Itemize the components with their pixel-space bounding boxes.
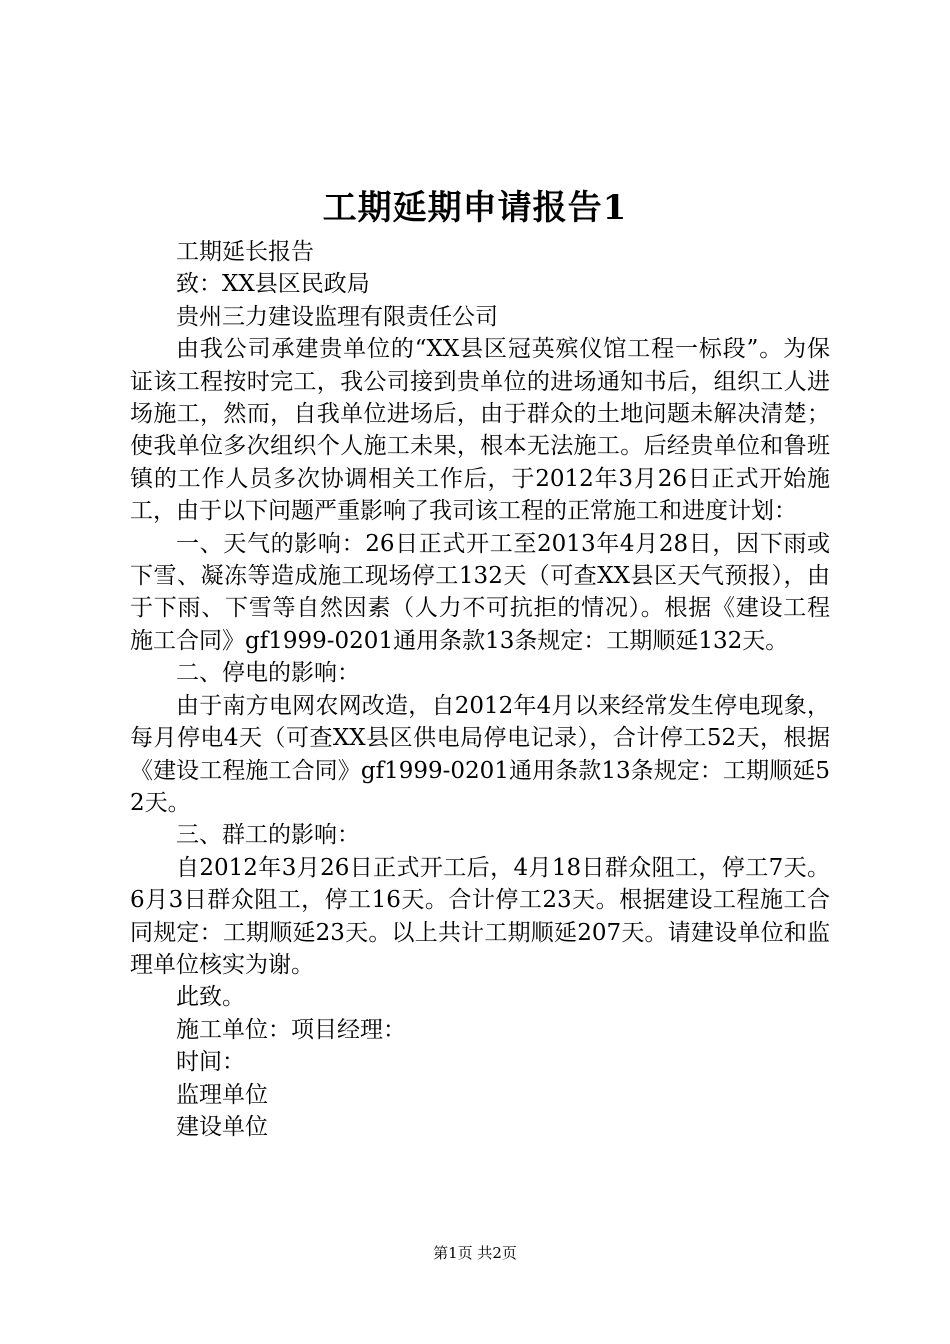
- intro-paragraph: 由我公司承建贵单位的“XX县区冠英殡仪馆工程一标段”。为保证该工程按时完工，我公司接到贵单位的进场通知书后，组织工人进场施工，然而，自我单位进场后，由于群众的土地问题未解决清楚；使我单位多次组织个人施工未果，根本无法施工。后经贵单位和鲁班镇的工作人员多次协调相关工作后，于2012年3月26日正式开始施工，由于以下问题严重影响了我司该工程的正常施工和进度计划：: [130, 336, 830, 525]
- document-body: [130, 236, 830, 1143]
- crowd-impact-heading: 三、群工的影响：: [176, 822, 360, 849]
- closing-line: 此致。: [176, 984, 245, 1011]
- construction-unit-line: 施工单位：项目经理：: [176, 1016, 406, 1043]
- weather-impact-paragraph: 一、天气的影响：26日正式开工至2013年4月28日，因下雨或下雪、凝冻等造成施工现场停工132天（可查XX县区天气预报），由于下雨、下雪等自然因素（人力不可抗拒的情况）。根据《建设工程施工合同》gf1999-0201通用条款13条规定：工期顺延132天。: [130, 530, 830, 654]
- owner-unit-line: 建设单位: [176, 1113, 268, 1140]
- date-line: 时间：: [176, 1049, 245, 1076]
- supervision-unit-line: 监理单位: [176, 1081, 268, 1108]
- power-outage-heading: 二、停电的影响：: [176, 660, 360, 687]
- report-subtitle: 工期延长报告: [176, 239, 314, 265]
- crowd-impact-paragraph: 自2012年3月26日正式开工后，4月18日群众阻工，停工7天。6月3日群众阻工，停工16天。合计停工23天。根据建设工程施工合同规定：工期顺延23天。以上共计工期顺延207天。请建设单位和监理单位核实为谢。: [130, 854, 830, 978]
- recipient-line: 致：XX县区民政局: [176, 271, 370, 298]
- power-outage-paragraph: 由于南方电网农网改造，自2012年4月以来经常发生停电现象，每月停电4天（可查XX县区供电局停电记录），合计停工52天，根据《建设工程施工合同》gf1999-0201通用条款13条规定：工期顺延52天。: [130, 692, 830, 816]
- supervisor-company-line: 贵州三力建设监理有限责任公司: [176, 303, 498, 330]
- document-title: 工期延期申请报告1: [322, 188, 628, 228]
- page-number-footer: 第1页 共2页: [433, 1244, 517, 1262]
